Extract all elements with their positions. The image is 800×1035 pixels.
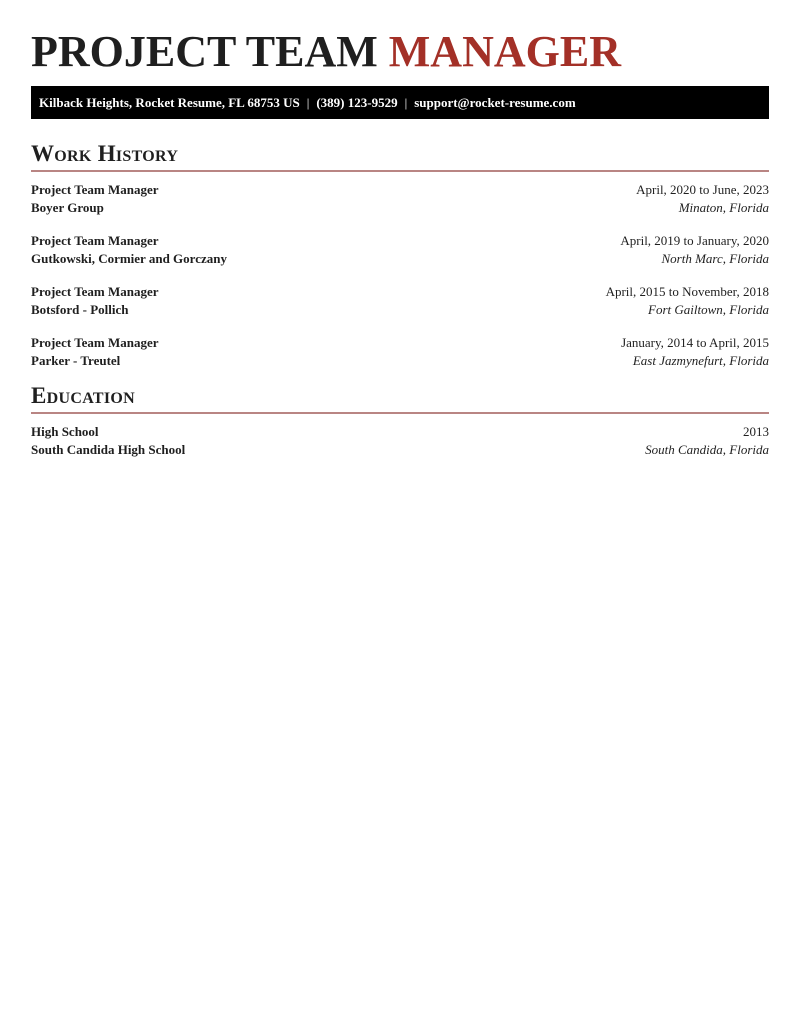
school-location: South Candida, Florida <box>645 442 769 457</box>
degree: High School <box>31 424 99 439</box>
title-accent: MANAGER <box>388 27 621 76</box>
job-location: Fort Gailtown, Florida <box>648 302 769 317</box>
school-name: South Candida High School <box>31 442 186 457</box>
company-name: Gutkowski, Cormier and Gorczany <box>31 251 227 266</box>
contact-address: Kilback Heights, Rocket Resume, FL 68753 US <box>39 95 300 110</box>
job-title: Project Team Manager <box>31 284 159 299</box>
job-location: North Marc, Florida <box>661 251 769 266</box>
resume-title <box>31 26 621 78</box>
contact-bar <box>31 86 769 119</box>
company-name: Botsford - Pollich <box>31 302 129 317</box>
contact-email: support@rocket-resume.com <box>414 95 576 110</box>
job-location: East Jazmynefurt, Florida <box>632 353 769 368</box>
contact-phone: (389) 123-9529 <box>316 95 398 110</box>
job-title: Project Team Manager <box>31 233 159 248</box>
title-main: PROJECT TEAM <box>31 27 378 76</box>
work-entry <box>31 181 769 217</box>
job-dates: April, 2015 to November, 2018 <box>605 284 769 299</box>
education-entry <box>31 423 769 459</box>
company-name: Parker - Treutel <box>31 353 121 368</box>
work-entry <box>31 283 769 319</box>
job-dates: January, 2014 to April, 2015 <box>621 335 769 350</box>
work-history-heading: Work History <box>31 140 769 172</box>
job-title: Project Team Manager <box>31 335 159 350</box>
work-entry <box>31 334 769 370</box>
job-title: Project Team Manager <box>31 182 159 197</box>
work-entry <box>31 232 769 268</box>
contact-separator: | <box>404 95 408 110</box>
company-name: Boyer Group <box>31 200 104 215</box>
graduation-year: 2013 <box>743 424 769 439</box>
contact-separator: | <box>306 95 310 110</box>
job-dates: April, 2020 to June, 2023 <box>636 182 769 197</box>
education-heading: Education <box>31 382 769 414</box>
job-location: Minaton, Florida <box>678 200 769 215</box>
job-dates: April, 2019 to January, 2020 <box>620 233 769 248</box>
